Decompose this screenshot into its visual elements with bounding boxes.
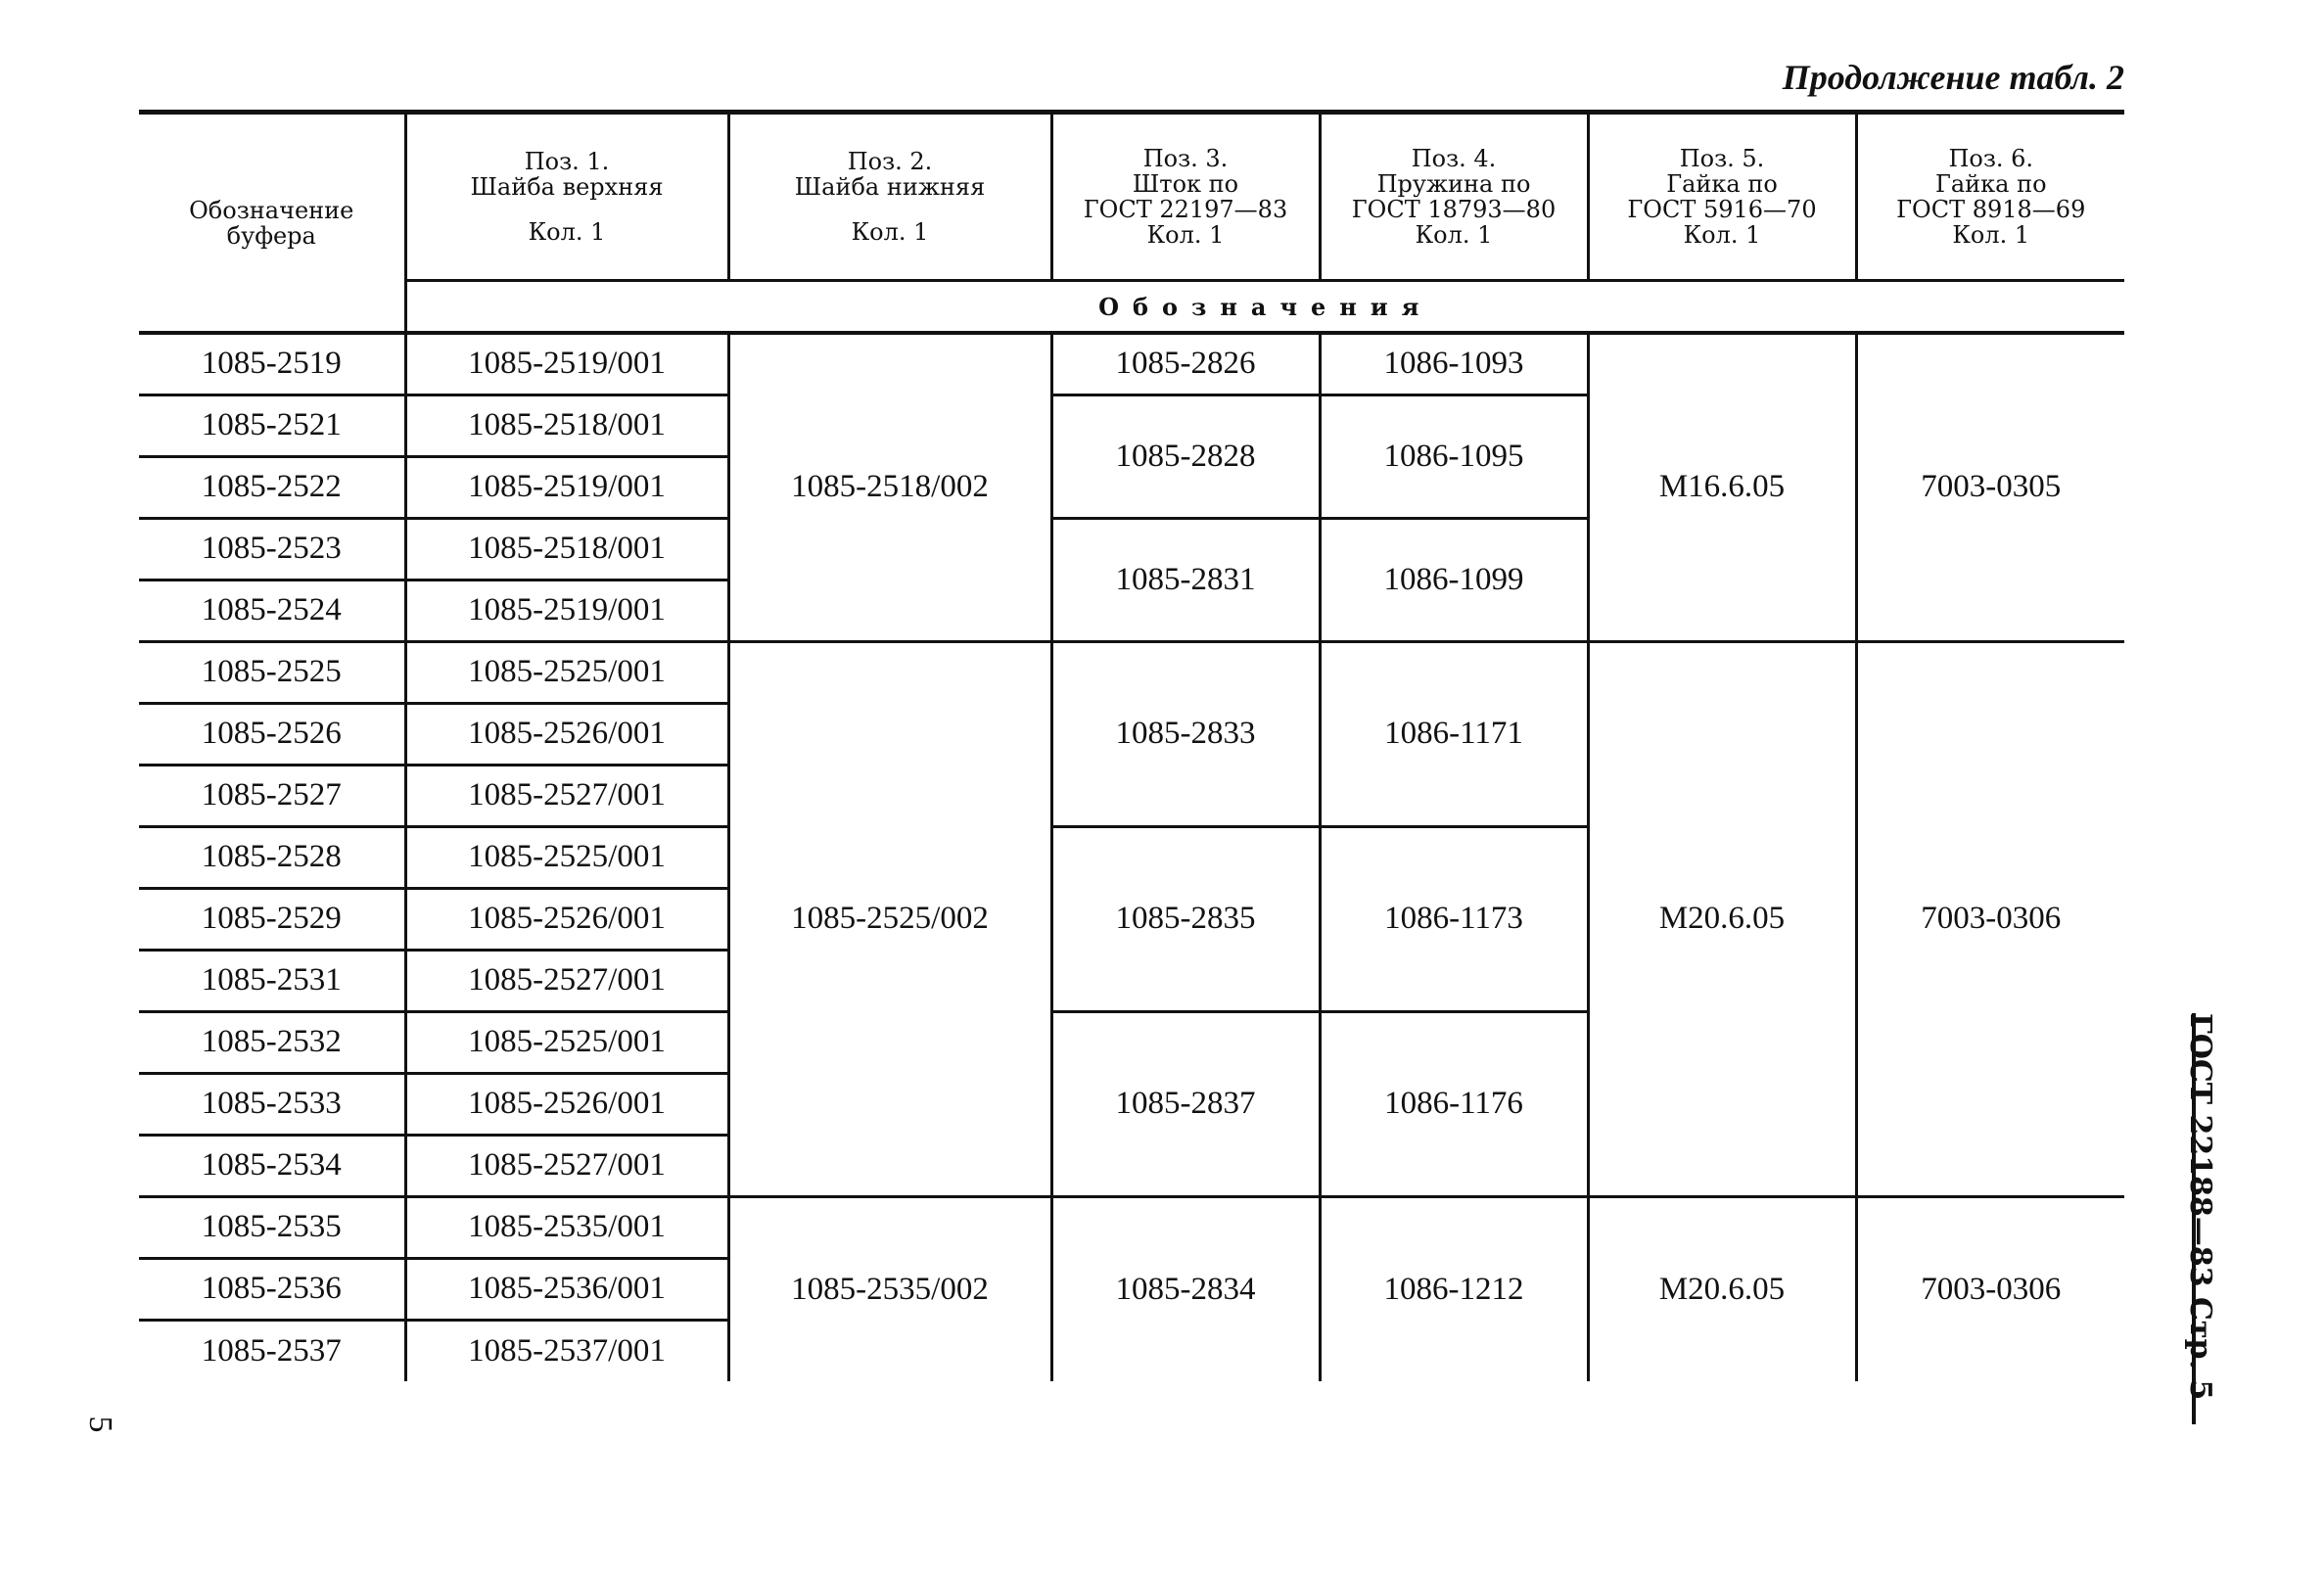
table-row: [139, 1196, 2124, 1258]
pos3-value: 1085-2834: [1051, 1196, 1320, 1381]
side-document-label: [2183, 1013, 2232, 1424]
header-text: Поз. 6.: [1948, 145, 2034, 172]
subheader-row: [139, 281, 2124, 334]
pos1-value: 1085-2518/001: [405, 395, 728, 456]
buffer-designation: 1085-2537: [201, 1332, 342, 1369]
pos6-value: 7003-0305: [1856, 333, 2124, 641]
header-qty: Кол. 1: [1952, 221, 2030, 249]
pos2-value: 1085-2525/002: [728, 641, 1051, 1196]
header-qty: Кол. 1: [1146, 221, 1225, 249]
side-label-text: ГОСТ 22188—83 Стр. 5: [2183, 1013, 2217, 1401]
subheader-designations: Обозначения: [405, 281, 2124, 334]
pos1-value: 1085-2525/001: [405, 1011, 728, 1073]
buffer-designation: 1085-2526: [139, 703, 405, 765]
header-text: Шайба верхняя: [470, 173, 664, 201]
pos4-value: 1086-1095: [1320, 395, 1588, 518]
pos5-value: М20.6.05: [1588, 641, 1856, 1196]
pos4-value: 1086-1176: [1320, 1011, 1588, 1196]
pos3-value: 1085-2828: [1051, 395, 1320, 518]
pos1-value: 1085-2518/001: [405, 518, 728, 580]
buffer-designation: 1085-2529: [139, 888, 405, 950]
pos4-value: 1086-1212: [1320, 1196, 1588, 1381]
header-text: Поз. 5.: [1679, 145, 1765, 172]
header-text: Шайба нижняя: [794, 173, 986, 201]
pos3-value: 1085-2833: [1051, 641, 1320, 826]
pos1-value: 1085-2519/001: [405, 580, 728, 641]
buffer-designation: 1085-2534: [139, 1135, 405, 1196]
pos1-value: 1085-2519/001: [405, 333, 728, 395]
header-pos5: [1588, 113, 1856, 281]
pos3-value: 1085-2835: [1051, 826, 1320, 1011]
pos1-value: 1085-2527/001: [405, 1135, 728, 1196]
header-pos4: [1320, 113, 1588, 281]
pos1-value: 1085-2525/001: [405, 826, 728, 888]
header-text: ГОСТ 8918—69: [1896, 196, 2086, 223]
buffer-designation: 1085-2525: [139, 641, 405, 703]
pos3-value: 1085-2826: [1051, 333, 1320, 395]
header-text: Пружина по: [1376, 170, 1531, 198]
pos1-value: 1085-2526/001: [405, 1073, 728, 1135]
pos4-value: 1086-1099: [1320, 518, 1588, 641]
buffer-designation: 1085-2519: [139, 333, 405, 395]
pos2-value: 1085-2518/002: [728, 333, 1051, 641]
header-text: Поз. 3.: [1142, 145, 1229, 172]
header-qty: Кол. 1: [851, 218, 929, 246]
pos4-value: 1086-1173: [1320, 826, 1588, 1011]
buffer-designation: 1085-2532: [139, 1011, 405, 1073]
buffer-designation: 1085-2533: [139, 1073, 405, 1135]
buffer-designation: 1085-2524: [139, 580, 405, 641]
pos1-value: 1085-2535/001: [405, 1196, 728, 1258]
pos4-value: 1086-1171: [1320, 641, 1588, 826]
pos1-value: 1085-2536/001: [405, 1258, 728, 1320]
page-number: 5: [82, 1416, 118, 1433]
header-text: Гайка по: [1934, 170, 2047, 198]
buffer-designation: 1085-2521: [139, 395, 405, 456]
pos4-value: 1086-1093: [1320, 333, 1588, 395]
buffer-spec-table: [139, 110, 2124, 1381]
header-text: буфера: [226, 221, 316, 250]
header-text: Обозначение: [189, 196, 354, 224]
pos3-value: 1085-2831: [1051, 518, 1320, 641]
header-qty: Кол. 1: [1683, 221, 1761, 249]
header-pos6: [1856, 113, 2124, 281]
header-qty: Кол. 1: [528, 218, 606, 246]
table-continuation-caption: Продолжение табл. 2: [1782, 58, 2124, 97]
table-row: [139, 333, 2124, 395]
header-text: ГОСТ 22197—83: [1083, 196, 1288, 223]
header-text: Поз. 1.: [524, 148, 610, 175]
header-row: [139, 113, 2124, 281]
pos5-value: М20.6.05: [1588, 1196, 1856, 1381]
table-row: [139, 641, 2124, 703]
buffer-designation: 1085-2535: [139, 1196, 405, 1258]
header-pos1: [405, 113, 728, 281]
pos2-value: 1085-2535/002: [728, 1196, 1051, 1381]
pos1-value: 1085-2519/001: [405, 456, 728, 518]
buffer-designation: 1085-2528: [139, 826, 405, 888]
buffer-designation: 1085-2536: [139, 1258, 405, 1320]
pos1-value: 1085-2526/001: [405, 888, 728, 950]
header-text: Гайка по: [1666, 170, 1778, 198]
header-text: Шток по: [1132, 170, 1239, 198]
buffer-designation: 1085-2531: [139, 950, 405, 1011]
pos1-value: 1085-2527/001: [405, 950, 728, 1011]
pos3-value: 1085-2837: [1051, 1011, 1320, 1196]
header-text: ГОСТ 5916—70: [1627, 196, 1817, 223]
buffer-designation: 1085-2523: [139, 518, 405, 580]
pos5-value: М16.6.05: [1588, 333, 1856, 641]
buffer-designation: 1085-2527: [139, 765, 405, 826]
header-qty: Кол. 1: [1415, 221, 1493, 249]
pos6-value: 7003-0306: [1856, 1196, 2124, 1381]
buffer-designation: 1085-2522: [139, 456, 405, 518]
pos1-value: 1085-2526/001: [405, 703, 728, 765]
pos1-value: 1085-2537/001: [405, 1320, 728, 1381]
header-text: ГОСТ 18793—80: [1351, 196, 1557, 223]
pos1-value: 1085-2527/001: [405, 765, 728, 826]
header-pos2: [728, 113, 1051, 281]
header-pos3: [1051, 113, 1320, 281]
header-buffer-designation: [139, 113, 405, 334]
header-text: Поз. 4.: [1411, 145, 1497, 172]
header-text: Поз. 2.: [847, 148, 933, 175]
pos6-value: 7003-0306: [1856, 641, 2124, 1196]
pos1-value: 1085-2525/001: [405, 641, 728, 703]
